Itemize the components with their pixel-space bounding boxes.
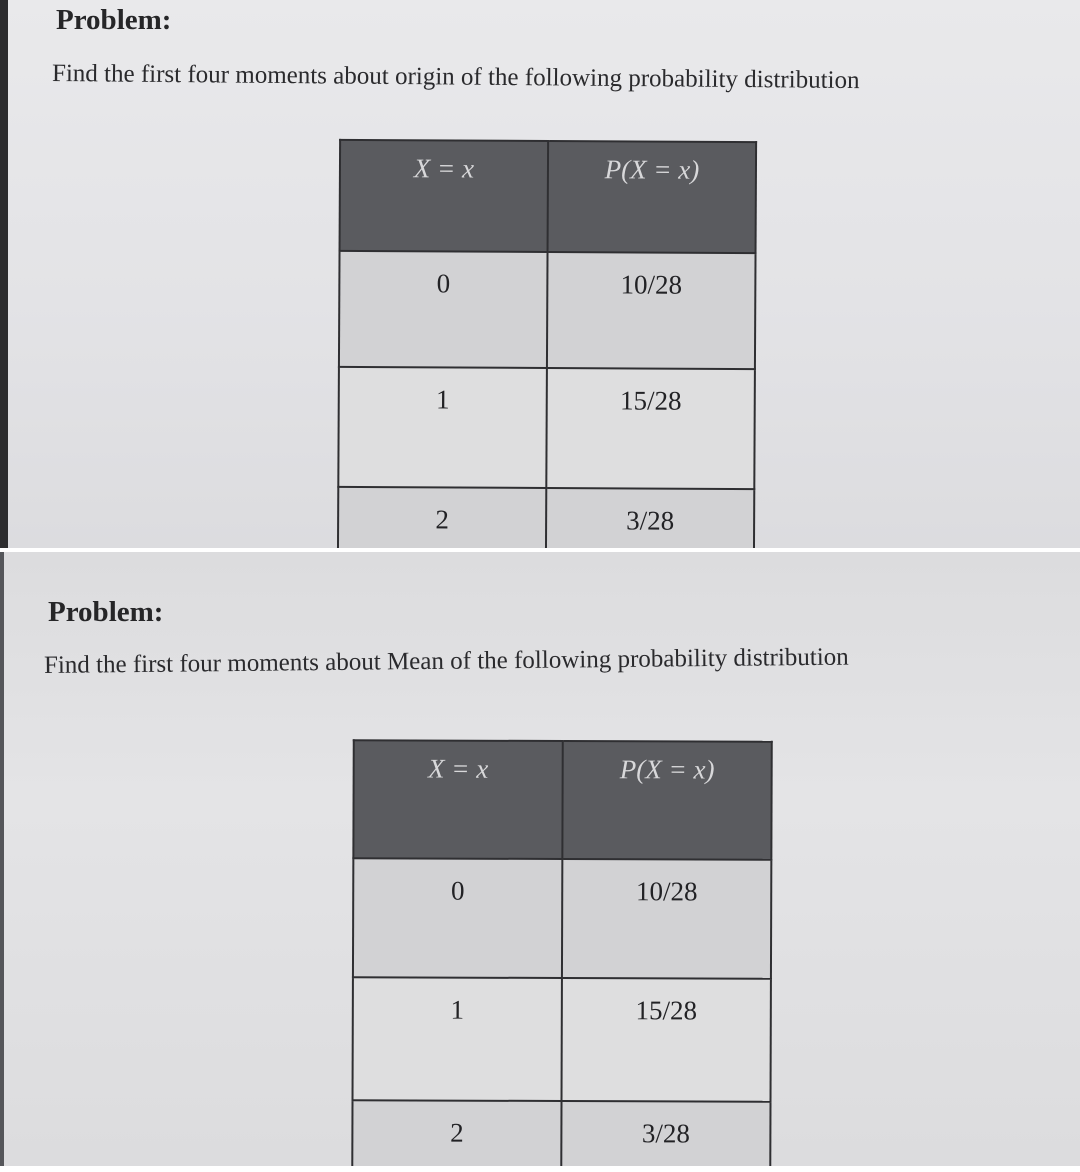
problem-2-statement: Find the first four moments about Mean of the following probability distribution	[43, 643, 849, 679]
cell-px: 10/28	[562, 859, 771, 979]
table-row	[339, 251, 756, 369]
table-row	[353, 858, 771, 978]
table-row	[353, 977, 771, 1101]
cell-x: 0	[353, 858, 562, 978]
cell-x: 0	[339, 251, 548, 368]
problem-photo-2	[0, 552, 1080, 1166]
cell-x: 2	[352, 1100, 561, 1166]
table-row	[338, 367, 755, 489]
page-edge-shadow	[0, 552, 4, 1166]
cell-px: 15/28	[546, 368, 755, 489]
header-px: P(X = x)	[548, 141, 757, 253]
problem-1-statement: Find the first four moments about origin of the following probability distribution	[51, 60, 860, 95]
problem-1-title: Problem:	[56, 4, 172, 36]
header-px: P(X = x)	[562, 741, 771, 860]
table-header-row	[340, 140, 757, 253]
table-row	[352, 1100, 770, 1166]
cell-px: 15/28	[562, 978, 771, 1102]
probability-table-1	[337, 139, 757, 548]
table-header-row	[353, 740, 771, 859]
probability-table-2	[351, 739, 773, 1166]
header-x: X = x	[353, 740, 562, 859]
cell-x: 1	[338, 367, 547, 488]
problem-2-title: Problem:	[48, 596, 164, 628]
cell-px: 3/28	[561, 1101, 770, 1166]
cell-px: 3/28	[546, 488, 754, 548]
cell-px: 10/28	[547, 252, 756, 369]
page-edge-shadow	[0, 0, 8, 548]
cell-x: 1	[353, 977, 562, 1101]
table-row	[338, 487, 754, 548]
cell-x: 2	[338, 487, 546, 548]
header-x: X = x	[340, 140, 549, 252]
problem-photo-1	[0, 0, 1080, 548]
